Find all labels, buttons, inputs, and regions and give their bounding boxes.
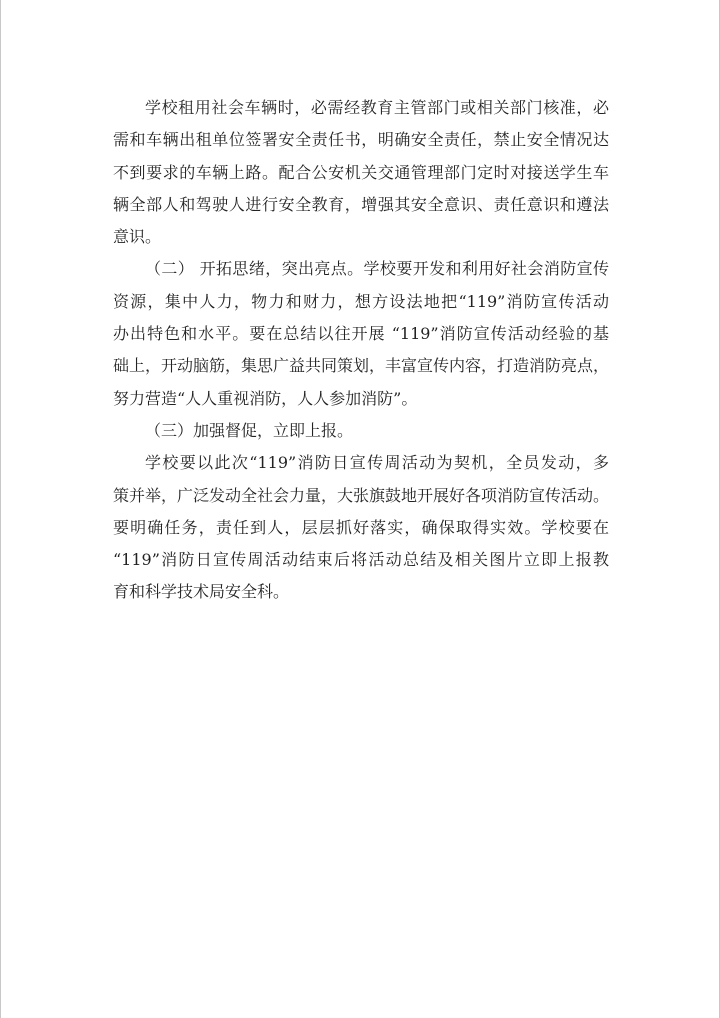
document-body [113,92,609,609]
text-line: 学校租用社会车辆时，必需经教育主管部门或相关部门核准，必 [145,98,609,117]
text-line: 资源，集中人力，物力和财力，想方设法地把“119”消防宣传活动 [113,291,609,311]
section-heading-three: （三）加强督促，立即上报。 [145,420,354,440]
text-line: 努力营造“人人重视消防，人人参加消防”。 [113,388,418,408]
paragraph-section-two [113,253,609,414]
text-line: 础上，开动脑筋，集思广益共同策划，丰富宣传内容，打造消防亮点， [113,356,610,376]
paragraph-section-three-heading [113,415,609,447]
text-line: 不到要求的车辆上路。配合公安机关交通管理部门定时对接送学生车 [113,162,609,182]
text-line: 要明确任务，责任到人，层层抓好落实，确保取得实效。学校要在 [113,517,609,537]
text-line: 学校要以此次“119”消防日宣传周活动为契机，全员发动，多 [145,453,609,473]
paragraph-report [113,447,609,608]
text-line: 育和科学技术局安全科。 [113,582,290,602]
text-line: 意识。 [113,227,162,247]
text-line: 辆全部人和驾驶人进行安全教育，增强其安全意识、责任意识和遵法 [113,194,609,214]
paragraph-vehicle-rental [113,92,609,253]
section-heading-two: （二） 开拓思绪，突出亮点。学校要开发和利用好社会消防宣传 [145,259,609,279]
text-line: “119”消防日宣传周活动结束后将活动总结及相关图片立即上报教 [113,550,609,570]
text-line: 需和车辆出租单位签署安全责任书，明确安全责任，禁止安全情况达 [113,130,609,150]
text-line: 办出特色和水平。要在总结以往开展 “119”消防宣传活动经验的基 [113,324,609,344]
text-line: 策并举，广泛发动全社会力量，大张旗鼓地开展好各项消防宣传活动。 [113,485,610,505]
